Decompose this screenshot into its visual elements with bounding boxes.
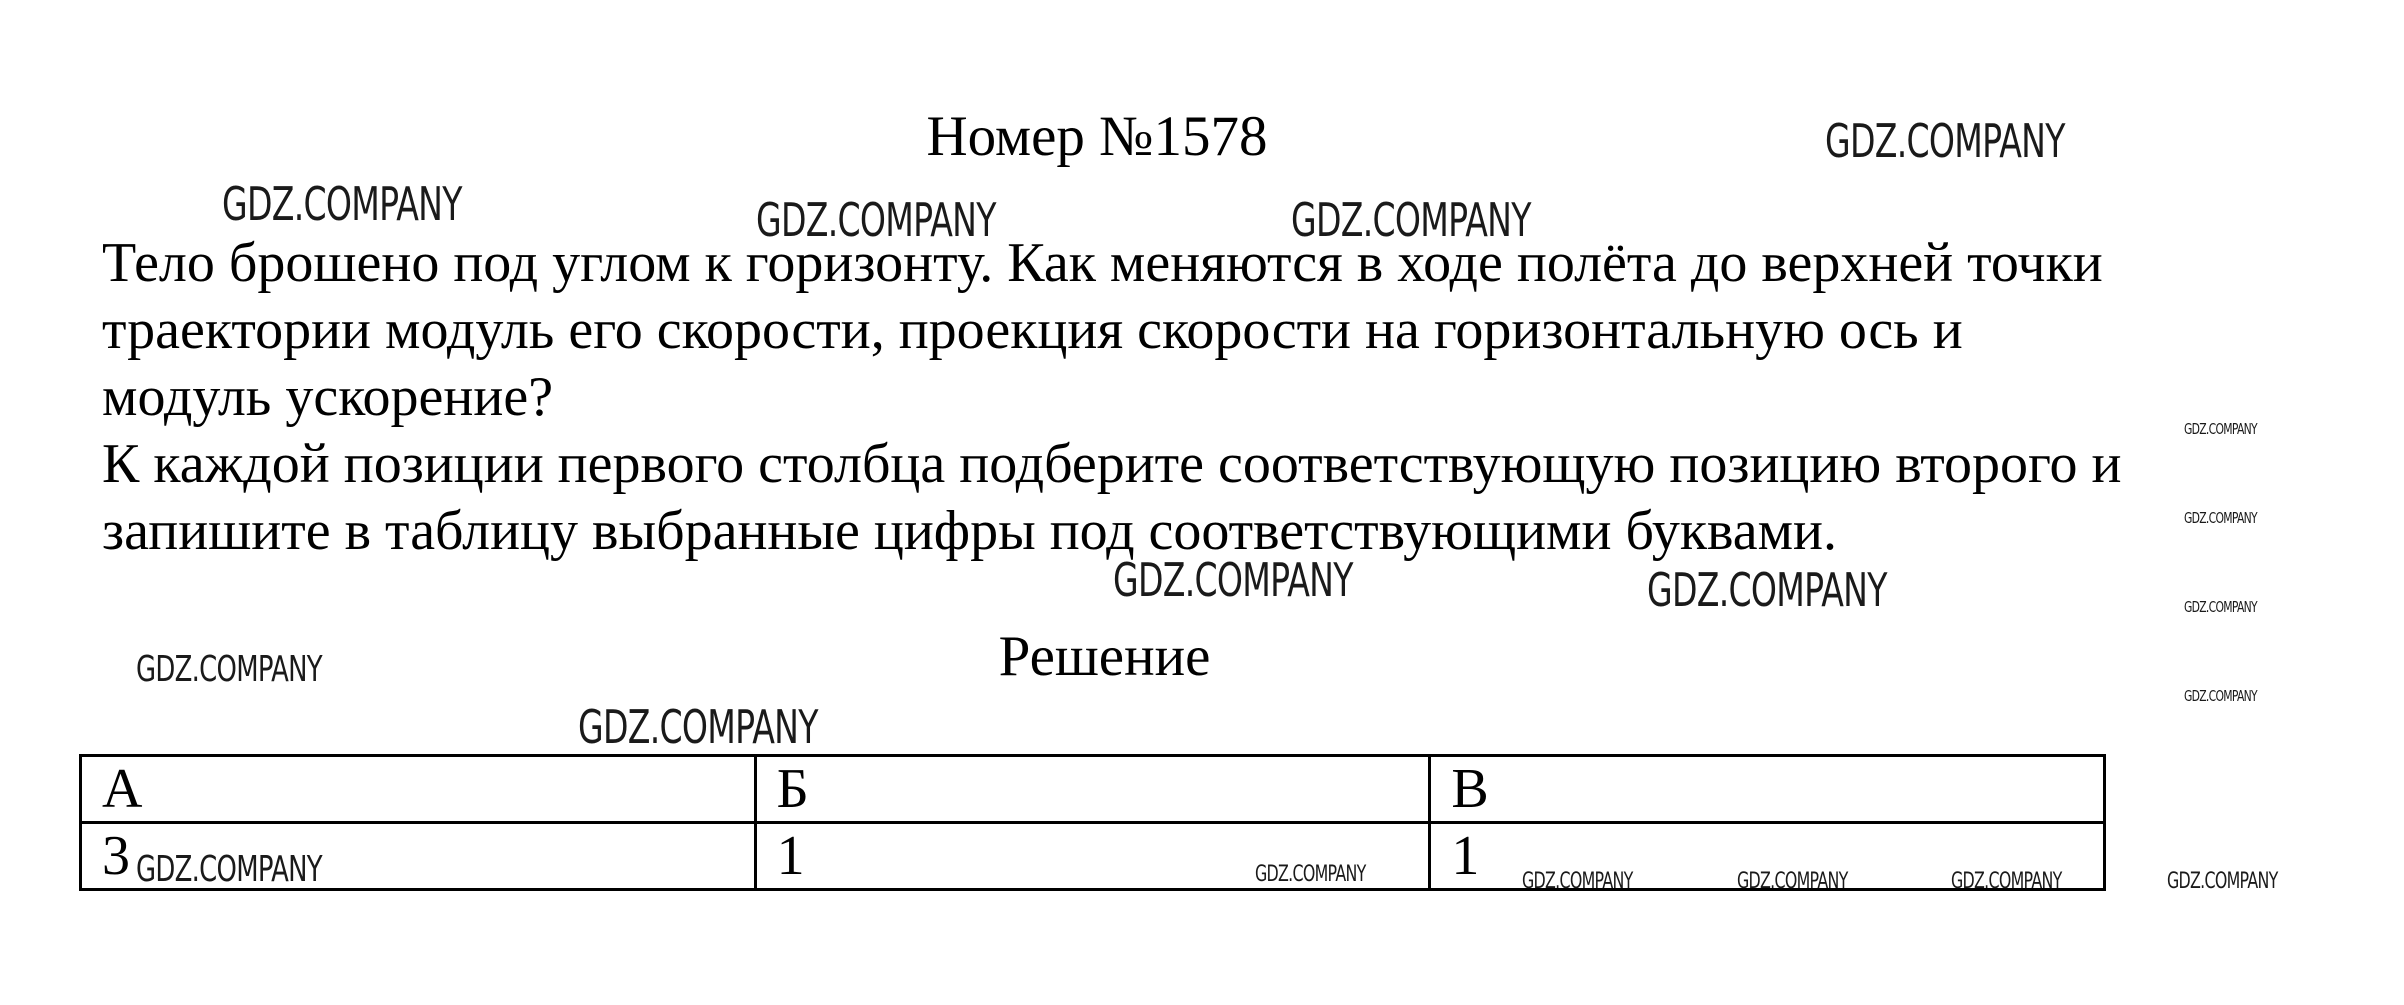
- answer-table-header-row: [81, 756, 2105, 823]
- watermark: GDZ.COMPANY: [1113, 553, 1353, 607]
- solution-title: Решение: [998, 625, 1211, 688]
- watermark: GDZ.COMPANY: [1825, 114, 2065, 168]
- watermark: GDZ.COMPANY: [1647, 563, 1887, 617]
- watermark: GDZ.COMPANY: [1255, 862, 1366, 887]
- watermark: GDZ.COMPANY: [2184, 509, 2257, 527]
- answer-value-a: 3: [81, 823, 756, 890]
- watermark: GDZ.COMPANY: [2167, 869, 2278, 894]
- watermark: GDZ.COMPANY: [1951, 869, 2062, 894]
- watermark: GDZ.COMPANY: [578, 700, 818, 754]
- answer-header-b: Б: [755, 756, 1430, 823]
- instruction-text-line-2: запишите в таблицу выбранные цифры под соответствующими буквами.: [102, 500, 1837, 562]
- watermark: GDZ.COMPANY: [2184, 598, 2257, 616]
- answer-header-v: В: [1430, 756, 2105, 823]
- watermark: GDZ.COMPANY: [2184, 420, 2257, 438]
- problem-text-line-1: Тело брошено под углом к горизонту. Как меняются в ходе полёта до верхней точки: [102, 232, 2103, 294]
- problem-text-line-3: модуль ускорение?: [102, 366, 554, 428]
- answer-value-v: 1: [1430, 823, 2105, 890]
- problem-text-line-2: траектории модуль его скорости, проекция скорости на горизонтальную ось и: [102, 299, 1963, 361]
- instruction-text-line-1: К каждой позиции первого столбца подберите соответствующую позицию второго и: [102, 433, 2122, 495]
- watermark: GDZ.COMPANY: [1522, 869, 1633, 894]
- watermark: GDZ.COMPANY: [756, 193, 996, 247]
- watermark: GDZ.COMPANY: [136, 649, 322, 690]
- watermark: GDZ.COMPANY: [1291, 193, 1531, 247]
- watermark: GDZ.COMPANY: [136, 849, 322, 890]
- answer-header-a: А: [81, 756, 756, 823]
- watermark: GDZ.COMPANY: [1737, 869, 1848, 894]
- watermark: GDZ.COMPANY: [2184, 687, 2257, 705]
- watermark: GDZ.COMPANY: [222, 177, 462, 231]
- problem-number-title: Номер №1578: [926, 105, 1268, 168]
- answer-value-b: 1: [755, 823, 1430, 890]
